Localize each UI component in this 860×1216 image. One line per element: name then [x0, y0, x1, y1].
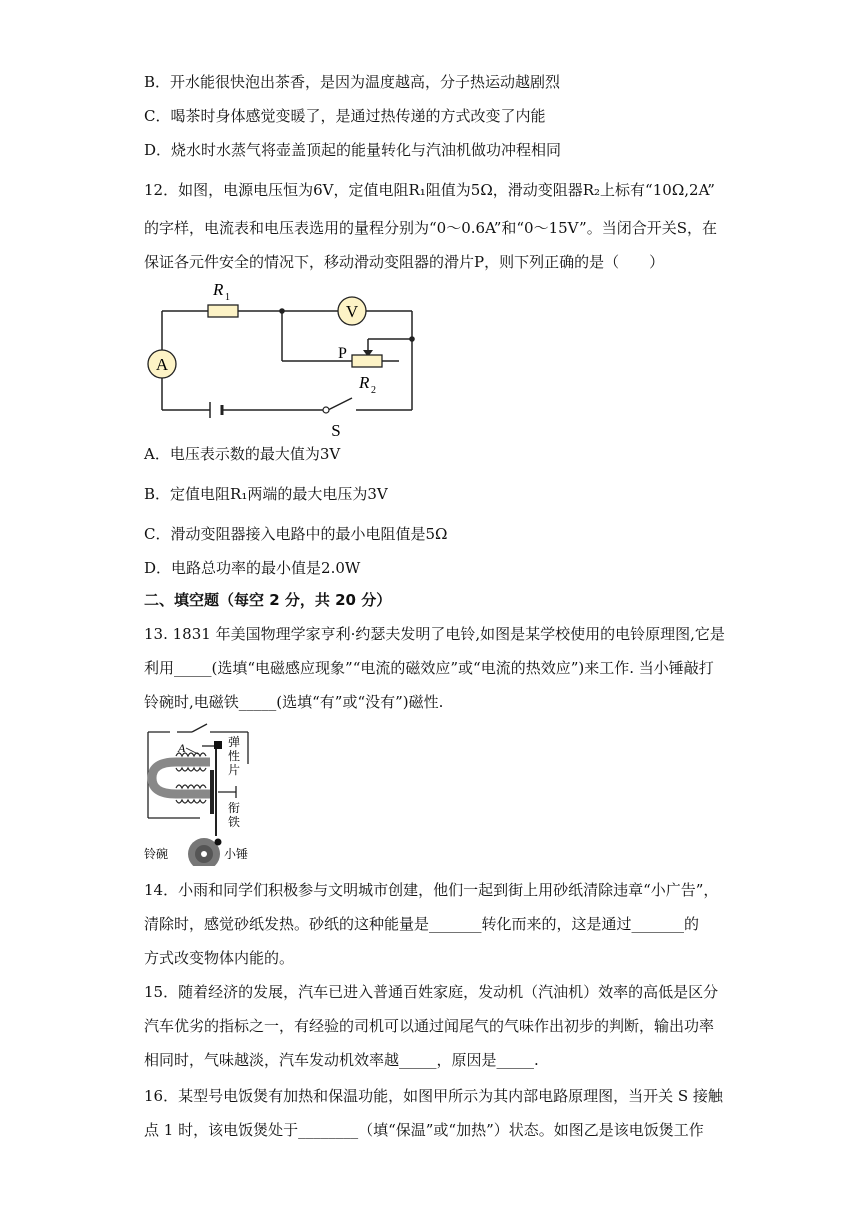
- q16-stem-line-2: 点 1 时，该电饭煲处于________（填“保温”或“加热”）状态。如图乙是该电饭煲工作: [144, 1121, 704, 1139]
- q12-stem-line-1: 12．如图，电源电压恒为6V，定值电阻R₁阻值为5Ω，滑动变阻器R₂上标有“10Ω,2A”: [144, 181, 715, 199]
- r1-subscript: 1: [225, 292, 230, 303]
- q11-option-c: C．喝茶时身体感觉变暖了，是通过热传递的方式改变了内能: [144, 107, 546, 125]
- q15-stem-line-2: 汽车优劣的指标之一，有经验的司机可以通过闻尾气的气味作出初步的判断，输出功率: [144, 1017, 715, 1035]
- q14-stem-line-2: 清除时，感觉砂纸发热。砂纸的这种能量是_______转化而来的，这是通过_______的: [144, 915, 700, 933]
- spring-label-3: 片: [228, 763, 241, 777]
- spring-label-2: 性: [228, 749, 241, 763]
- armature-label-2: 铁: [228, 815, 241, 829]
- slider-label: P: [338, 345, 347, 362]
- hammer-icon: [215, 839, 222, 846]
- q12-option-d: D．电路总功率的最小值是2.0W: [144, 559, 361, 577]
- label-a: A: [178, 741, 186, 755]
- r1-label: R: [213, 280, 224, 299]
- q15-stem-line-1: 15．随着经济的发展，汽车已进入普通百姓家庭，发动机（汽油机）效率的高低是区分: [144, 983, 719, 1001]
- q13-stem-line-2: 利用_____(选填“电磁感应现象”“电流的磁效应”或“电流的热效应”)来工作. 当小锤敲打: [144, 659, 714, 677]
- spring-label-1: 弹: [228, 735, 241, 749]
- resistor-r1: [208, 305, 238, 317]
- section-heading: 二、填空题（每空 2 分，共 20 分）: [144, 591, 392, 609]
- resistor-r2: [352, 355, 382, 367]
- ammeter-label: A: [155, 355, 169, 374]
- q11-option-d: D．烧水时水蒸气将壶盖顶起的能量转化与汽油机做功冲程相同: [144, 141, 562, 159]
- q12-option-b: B．定值电阻R₁两端的最大电压为3V: [144, 485, 388, 503]
- voltmeter-label: V: [345, 302, 359, 321]
- q13-stem-line-3: 铃碗时,电磁铁_____(选填“有”或“没有”)磁性.: [144, 693, 444, 711]
- hammer-label: 小锤: [224, 847, 249, 861]
- q14-stem-line-3: 方式改变物体内能的。: [144, 949, 295, 967]
- switch-label: S: [331, 421, 341, 440]
- r2-label: R: [359, 373, 370, 392]
- bowl-label: 铃碗: [144, 847, 169, 861]
- q12-stem-line-3: 保证各元件安全的情况下，移动滑动变阻器的滑片P，则下列正确的是（ ）: [144, 253, 665, 271]
- q11-option-b: B．开水能很快泡出茶香，是因为温度越高，分子热运动越剧烈: [144, 73, 561, 91]
- q12-option-c: C．滑动变阻器接入电路中的最小电阻值是5Ω: [144, 525, 448, 543]
- q13-bell-diagram: [140, 718, 280, 866]
- r2-subscript: 2: [371, 385, 376, 396]
- q14-stem-line-1: 14．小雨和同学们积极参与文明城市创建，他们一起到街上用砂纸清除违章“小广告”，: [144, 881, 719, 899]
- q12-circuit-diagram: [140, 272, 430, 442]
- q15-stem-line-3: 相同时，气味越淡，汽车发动机效率越_____，原因是_____.: [144, 1051, 539, 1069]
- q12-option-a: A．电压表示数的最大值为3V: [144, 445, 341, 463]
- q16-stem-line-1: 16．某型号电饭煲有加热和保温功能，如图甲所示为其内部电路原理图，当开关 S 接触: [144, 1087, 723, 1105]
- q12-stem-line-2: 的字样，电流表和电压表选用的量程分别为“0～0.6A”和“0～15V”。当闭合开关S，在: [144, 219, 717, 237]
- q13-stem-line-1: 13. 1831 年美国物理学家亨利·约瑟夫发明了电铃,如图是某学校使用的电铃原理图,它是: [144, 625, 725, 643]
- armature-label-1: 衔: [228, 801, 241, 815]
